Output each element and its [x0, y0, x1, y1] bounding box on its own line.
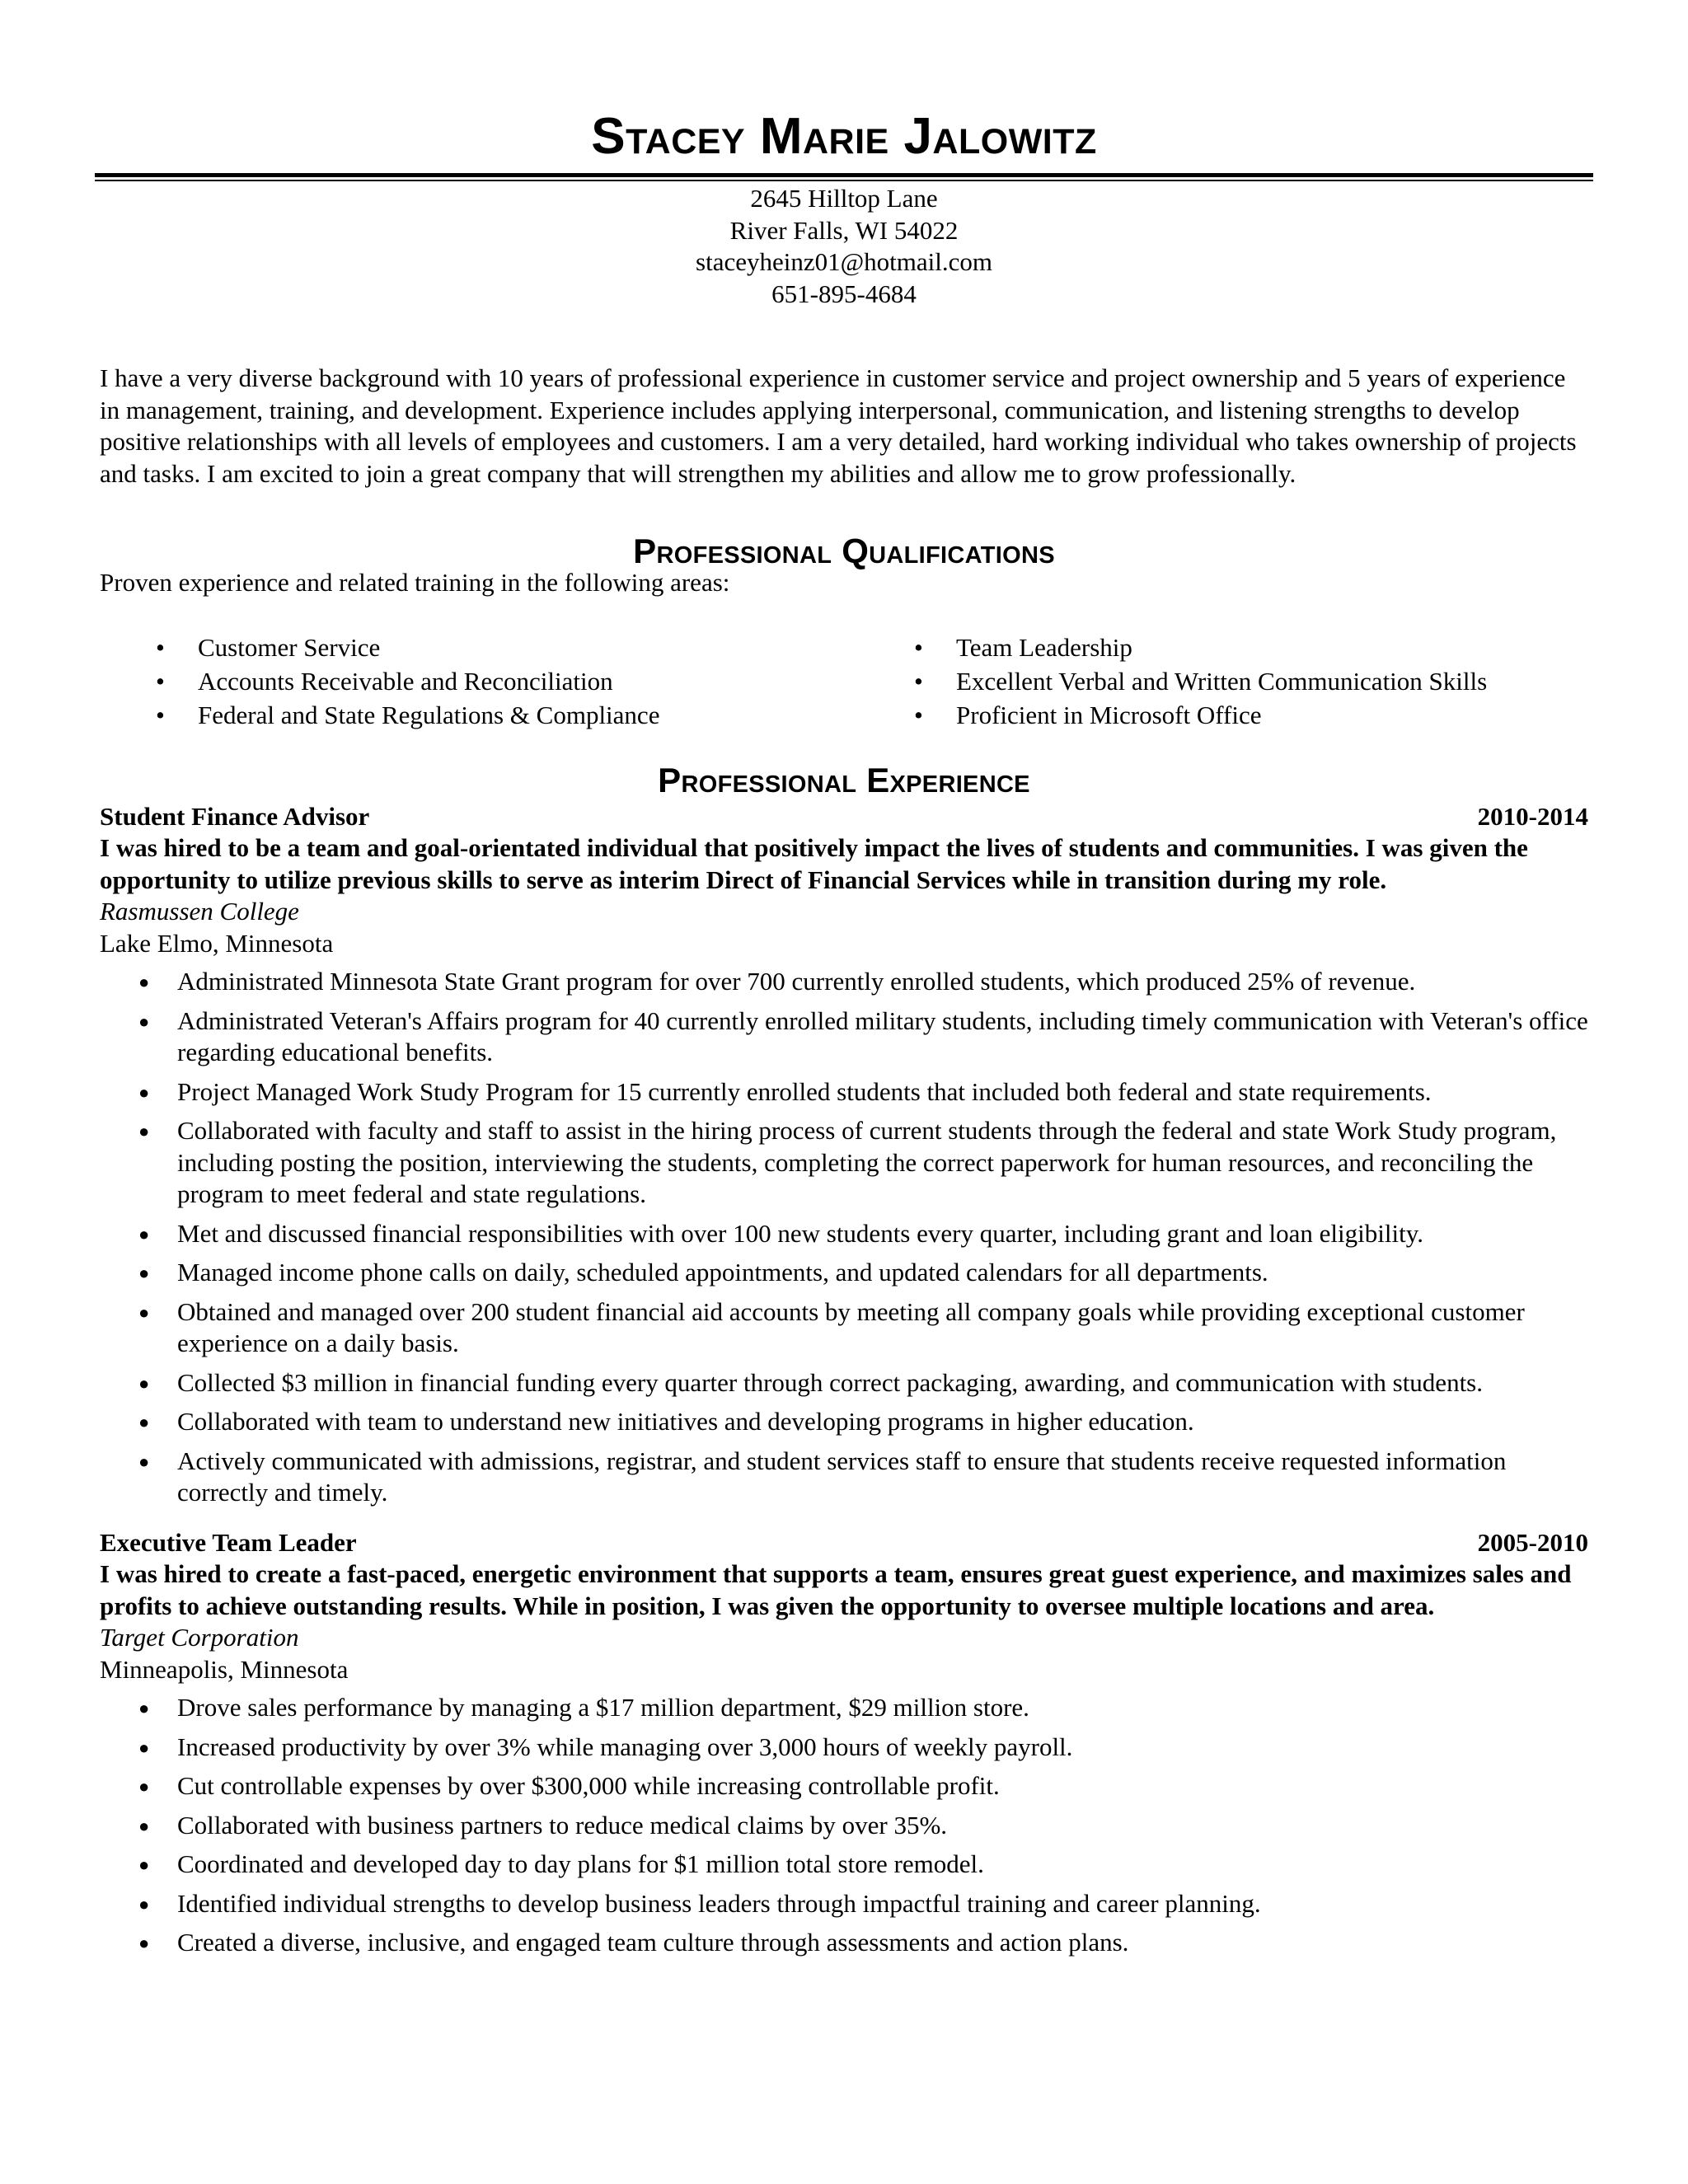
job-location: Minneapolis, Minnesota [100, 1654, 349, 1684]
job-bullet: ● Collaborated with team to understand new initiatives and developing programs in higher education. [100, 1406, 1588, 1438]
job-dates: 2010-2014 [1477, 801, 1588, 831]
qualification-item: • Customer Service [100, 630, 858, 664]
experience-heading: Professional Experience [658, 760, 1030, 799]
header-rule-thick [95, 173, 1593, 177]
phone: 651-895-4684 [771, 279, 917, 308]
job-bullet: ● Administrated Minnesota State Grant program for over 700 currently enrolled students, which produced 25% of revenue. [100, 966, 1588, 998]
qualifications-list [100, 630, 1588, 732]
contact-block [100, 183, 1588, 310]
job-dates: 2005-2010 [1477, 1527, 1588, 1557]
job-entry-1 [100, 801, 1588, 1509]
job-header [100, 801, 1588, 833]
job-bullet: ● Collected $3 million in financial funding every quarter through correct packaging, awarding, and communication with students. [100, 1367, 1588, 1399]
email: staceyheinz01@hotmail.com [696, 247, 992, 276]
job-title: Student Finance Advisor [100, 801, 370, 831]
job-bullet: ● Managed income phone calls on daily, scheduled appointments, and updated calendars for all departments. [100, 1257, 1588, 1289]
qualification-item: • Federal and State Regulations & Compliance [100, 698, 858, 732]
job-bullet: ● Coordinated and developed day to day plans for $1 million total store remodel. [100, 1849, 1588, 1881]
job-bullet: ● Project Managed Work Study Program for 15 currently enrolled students that included both federal and state requirements. [100, 1076, 1588, 1108]
qualification-item: • Accounts Receivable and Reconciliation [100, 664, 858, 698]
qualification-item: • Excellent Verbal and Written Communication Skills [858, 664, 1487, 698]
header-rule-thin [95, 180, 1593, 181]
job-bullet: ● Increased productivity by over 3% while managing over 3,000 hours of weekly payroll. [100, 1732, 1588, 1764]
job-bullets [100, 966, 1588, 1509]
qualifications-intro: Proven experience and related training in the following areas: [100, 568, 730, 597]
job-bullet: ● Collaborated with business partners to reduce medical claims by over 35%. [100, 1810, 1588, 1842]
job-bullet: ● Administrated Veteran's Affairs program for 40 currently enrolled military students, including timely communication with Veteran's office regarding educational benefits. [100, 1005, 1588, 1069]
job-bullet: ● Identified individual strengths to develop business leaders through impactful training and career planning. [100, 1888, 1588, 1920]
job-bullet: ● Met and discussed financial responsibilities with over 100 new students every quarter, including grant and loan eligibility. [100, 1218, 1588, 1250]
job-company: Rasmussen College [100, 897, 299, 926]
job-bullets [100, 1692, 1588, 1959]
qualifications-column-right [858, 630, 1487, 732]
qualification-item: • Team Leadership [858, 630, 1487, 664]
job-header [100, 1527, 1588, 1559]
job-bullet: ● Drove sales performance by managing a $17 million department, $29 million store. [100, 1692, 1588, 1724]
job-bullet: ● Obtained and managed over 200 student financial aid accounts by meeting all company goals while providing exceptional customer experience on a daily basis. [100, 1296, 1588, 1360]
qualification-item: • Proficient in Microsoft Office [858, 698, 1487, 732]
address-line-1: 2645 Hilltop Lane [750, 184, 938, 213]
job-company: Target Corporation [100, 1623, 299, 1652]
job-bullet: ● Cut controllable expenses by over $300,000 while increasing controllable profit. [100, 1770, 1588, 1802]
job-bullet: ● Collaborated with faculty and staff to assist in the hiring process of current students through the federal and state Work Study program, including posting the position, interviewing the students, completing the correct paperwork for human resources, and reconciling the program to meet federal and state regulations. [100, 1115, 1588, 1211]
qualifications-heading: Professional Qualifications [633, 532, 1055, 570]
job-bullet: ● Created a diverse, inclusive, and engaged team culture through assessments and action plans. [100, 1927, 1588, 1959]
job-description: I was hired to create a fast-paced, energetic environment that supports a team, ensures great guest experience, and maximizes sales and profits to achieve outstanding results. While in position, I was given the opportunity to oversee multiple locations and area. [100, 1559, 1572, 1620]
summary-paragraph: I have a very diverse background with 10 years of professional experience in customer service and project ownership and 5 years of experience in management, training, and development. Experience includes applying interpersonal, communication, and listening strengths to develop positive relationships with all levels of employees and customers. I am a very detailed, hard working individual who takes ownership of projects and tasks. I am excited to join a great company that will strengthen my abilities and allow me to grow professionally. [100, 363, 1577, 488]
job-bullet: ● Actively communicated with admissions, registrar, and student services staff to ensure that students receive requested information correctly and timely. [100, 1446, 1588, 1509]
job-entry-2 [100, 1527, 1588, 1959]
candidate-name: Stacey Marie Jalowitz [591, 108, 1097, 165]
job-location: Lake Elmo, Minnesota [100, 928, 334, 958]
address-line-2: River Falls, WI 54022 [729, 215, 959, 245]
job-description: I was hired to be a team and goal-orientated individual that positively impact the lives of students and communities. I was given the opportunity to utilize previous skills to serve as interim Direct of Financial Services while in transition during my role. [100, 833, 1528, 894]
job-title: Executive Team Leader [100, 1527, 357, 1557]
qualifications-column-left [100, 630, 858, 732]
